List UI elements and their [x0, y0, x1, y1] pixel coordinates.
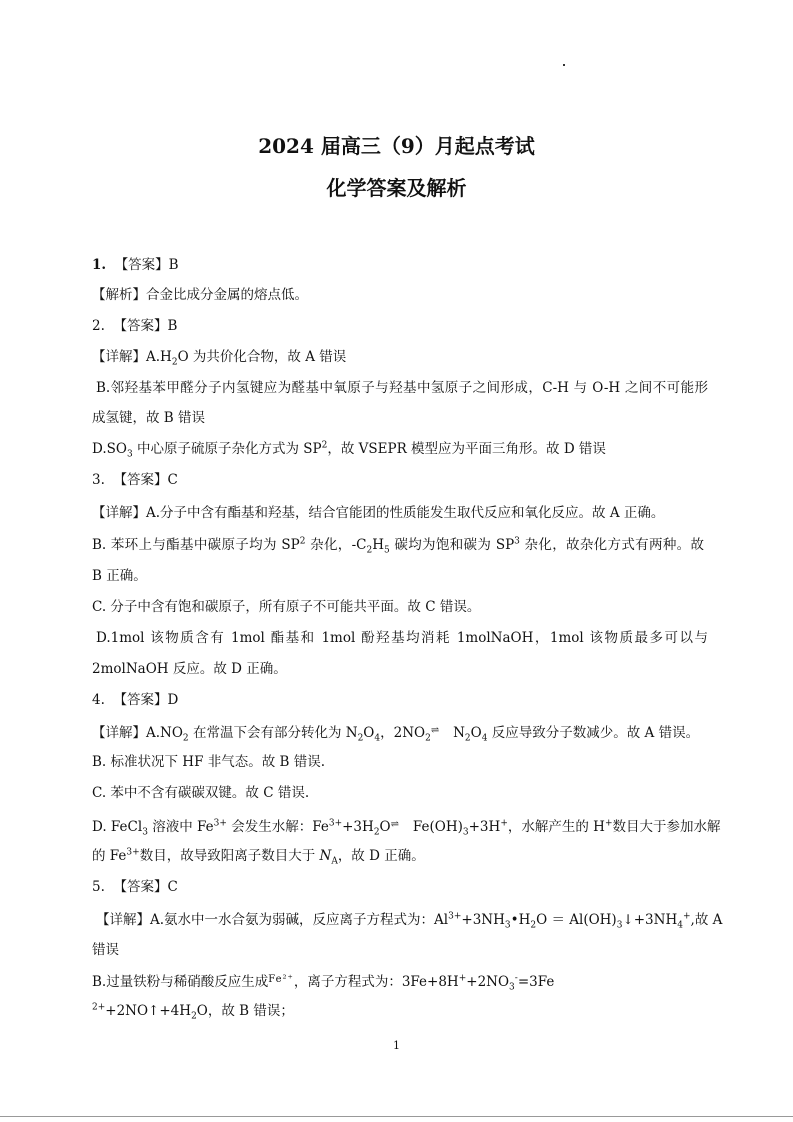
q4-detail-b: B. 标准状况下 HF 非气态。故 B 错误.: [92, 754, 326, 770]
q4-answer-label: 【答案】D: [113, 692, 179, 708]
q3-detail-b-line1: B. 苯环上与酯基中碳原子均为 $SP^2$ 杂化，$-C_2H_5$ 碳均为饱和碳为 $SP^3$ 杂化，故杂化方式有两种。故: [92, 536, 704, 556]
q5-detail-b-line1: B.过量铁粉与稀硝酸反应生成Fe²⁺，离子方程式为：$3Fe+8H^++2NO_3^-=3Fe$: [92, 970, 704, 992]
q2-answer-label: 【答案】B: [113, 318, 178, 334]
q2-detail-a: 【详解】$A.H_2O$ 为共价化合物，故 A 错误: [92, 349, 347, 368]
q3-detail-a: 【详解】A.分子中含有酯基和羟基，结合官能团的性质能发生取代反应和氧化反应。故 A 正确。: [92, 505, 665, 521]
q4-detail-a: 【详解】$A.NO_2$ 在常温下会有部分转化为 $N_2O_4$，$2NO_2\rightleftharpoons$ $N_2O_4$ 反应导致分子数减少。故 A 错误。: [92, 721, 704, 743]
q2-detail-d: $D.SO_3$ 中心原子硫原子杂化方式为 $SP^2$，故 VSEPR 模型应为平面三角形。故 D 错误: [92, 440, 606, 460]
page-subtitle: 化学答案及解析: [326, 176, 467, 200]
q4-detail-d-line1: D. FeCl$_3$ 溶液中 $Fe^{3+}$ 会发生水解：$Fe^{3+}+3H_2O\rightleftharpoons$ $Fe(OH)_3+3H^+$，水解产生的 H+数目大于参加水解: [92, 815, 704, 837]
q1-answer-label: 【答案】B: [114, 257, 179, 273]
q2-detail-b-line1: B.邻羟基苯甲醛分子内氢键应为醛基中氧原子与羟基中氢原子之间形成，C-H 与 O-H 之间不可能形: [96, 380, 708, 396]
q2-number: 2.: [92, 318, 105, 334]
q5-number: 5.: [92, 879, 105, 895]
page-bottom-divider: [0, 1116, 793, 1117]
q1-number: 1.: [92, 257, 107, 273]
q4-number: 4.: [92, 692, 105, 708]
q2-answer-line: [92, 316, 704, 336]
q4-detail-c: C. 苯中不含有碳碳双键。故 C 错误.: [92, 785, 310, 801]
q3-detail-c: C. 分子中含有饱和碳原子，所有原子不可能共平面。故 C 错误。: [92, 599, 481, 615]
q1-answer-line: [92, 255, 704, 275]
q4-detail-d-line2: 的 $Fe^{3+}$数目，故导致阳离子数目大于 $N_A$，故 D 正确。: [92, 847, 425, 867]
q3-detail-d-line2: 2molNaOH 反应。故 D 正确。: [92, 661, 287, 677]
scan-speck: [563, 64, 565, 66]
q5-detail-a-line1: 【详解】A.氨水中一水合氨为弱碱，反应离子方程式为：$Al^{3+}+3NH_3•H_2O$ ＝ $Al(OH)_3↓+3NH_4^+$,故 A: [96, 911, 723, 931]
q3-answer-label: 【答案】C: [113, 472, 178, 488]
page-title: 2024 届高三（9）月起点考试: [258, 134, 535, 158]
q2-detail-b-line2: 成氢键，故 B 错误: [92, 410, 206, 426]
q3-detail-d-line1: D.1mol 该物质含有 1mol 酯基和 1mol 酚羟基均消耗 1molNaOH，1mol 该物质最多可以与: [96, 630, 708, 646]
q5-detail-b-line2: $^{2+}+2NO↑+4H_2O$，故 B 错误；: [92, 1002, 294, 1022]
q3-number: 3.: [92, 472, 105, 488]
q3-answer-line: [92, 470, 704, 490]
equilibrium-arrow-icon: ⇌: [430, 725, 441, 736]
q4-answer-line: [92, 690, 704, 710]
q3-detail-b-line2: B 正确。: [92, 568, 147, 584]
q1-explanation: 【解析】合金比成分金属的熔点低。: [92, 287, 308, 303]
q5-answer-label: 【答案】C: [113, 879, 178, 895]
q5-detail-a-line2: 错误: [92, 942, 119, 958]
equilibrium-arrow-icon: ⇌: [390, 819, 401, 830]
q5-answer-line: [92, 877, 704, 897]
page-number: 1: [393, 1039, 400, 1052]
fe2-ion-image: Fe²⁺: [268, 974, 294, 985]
